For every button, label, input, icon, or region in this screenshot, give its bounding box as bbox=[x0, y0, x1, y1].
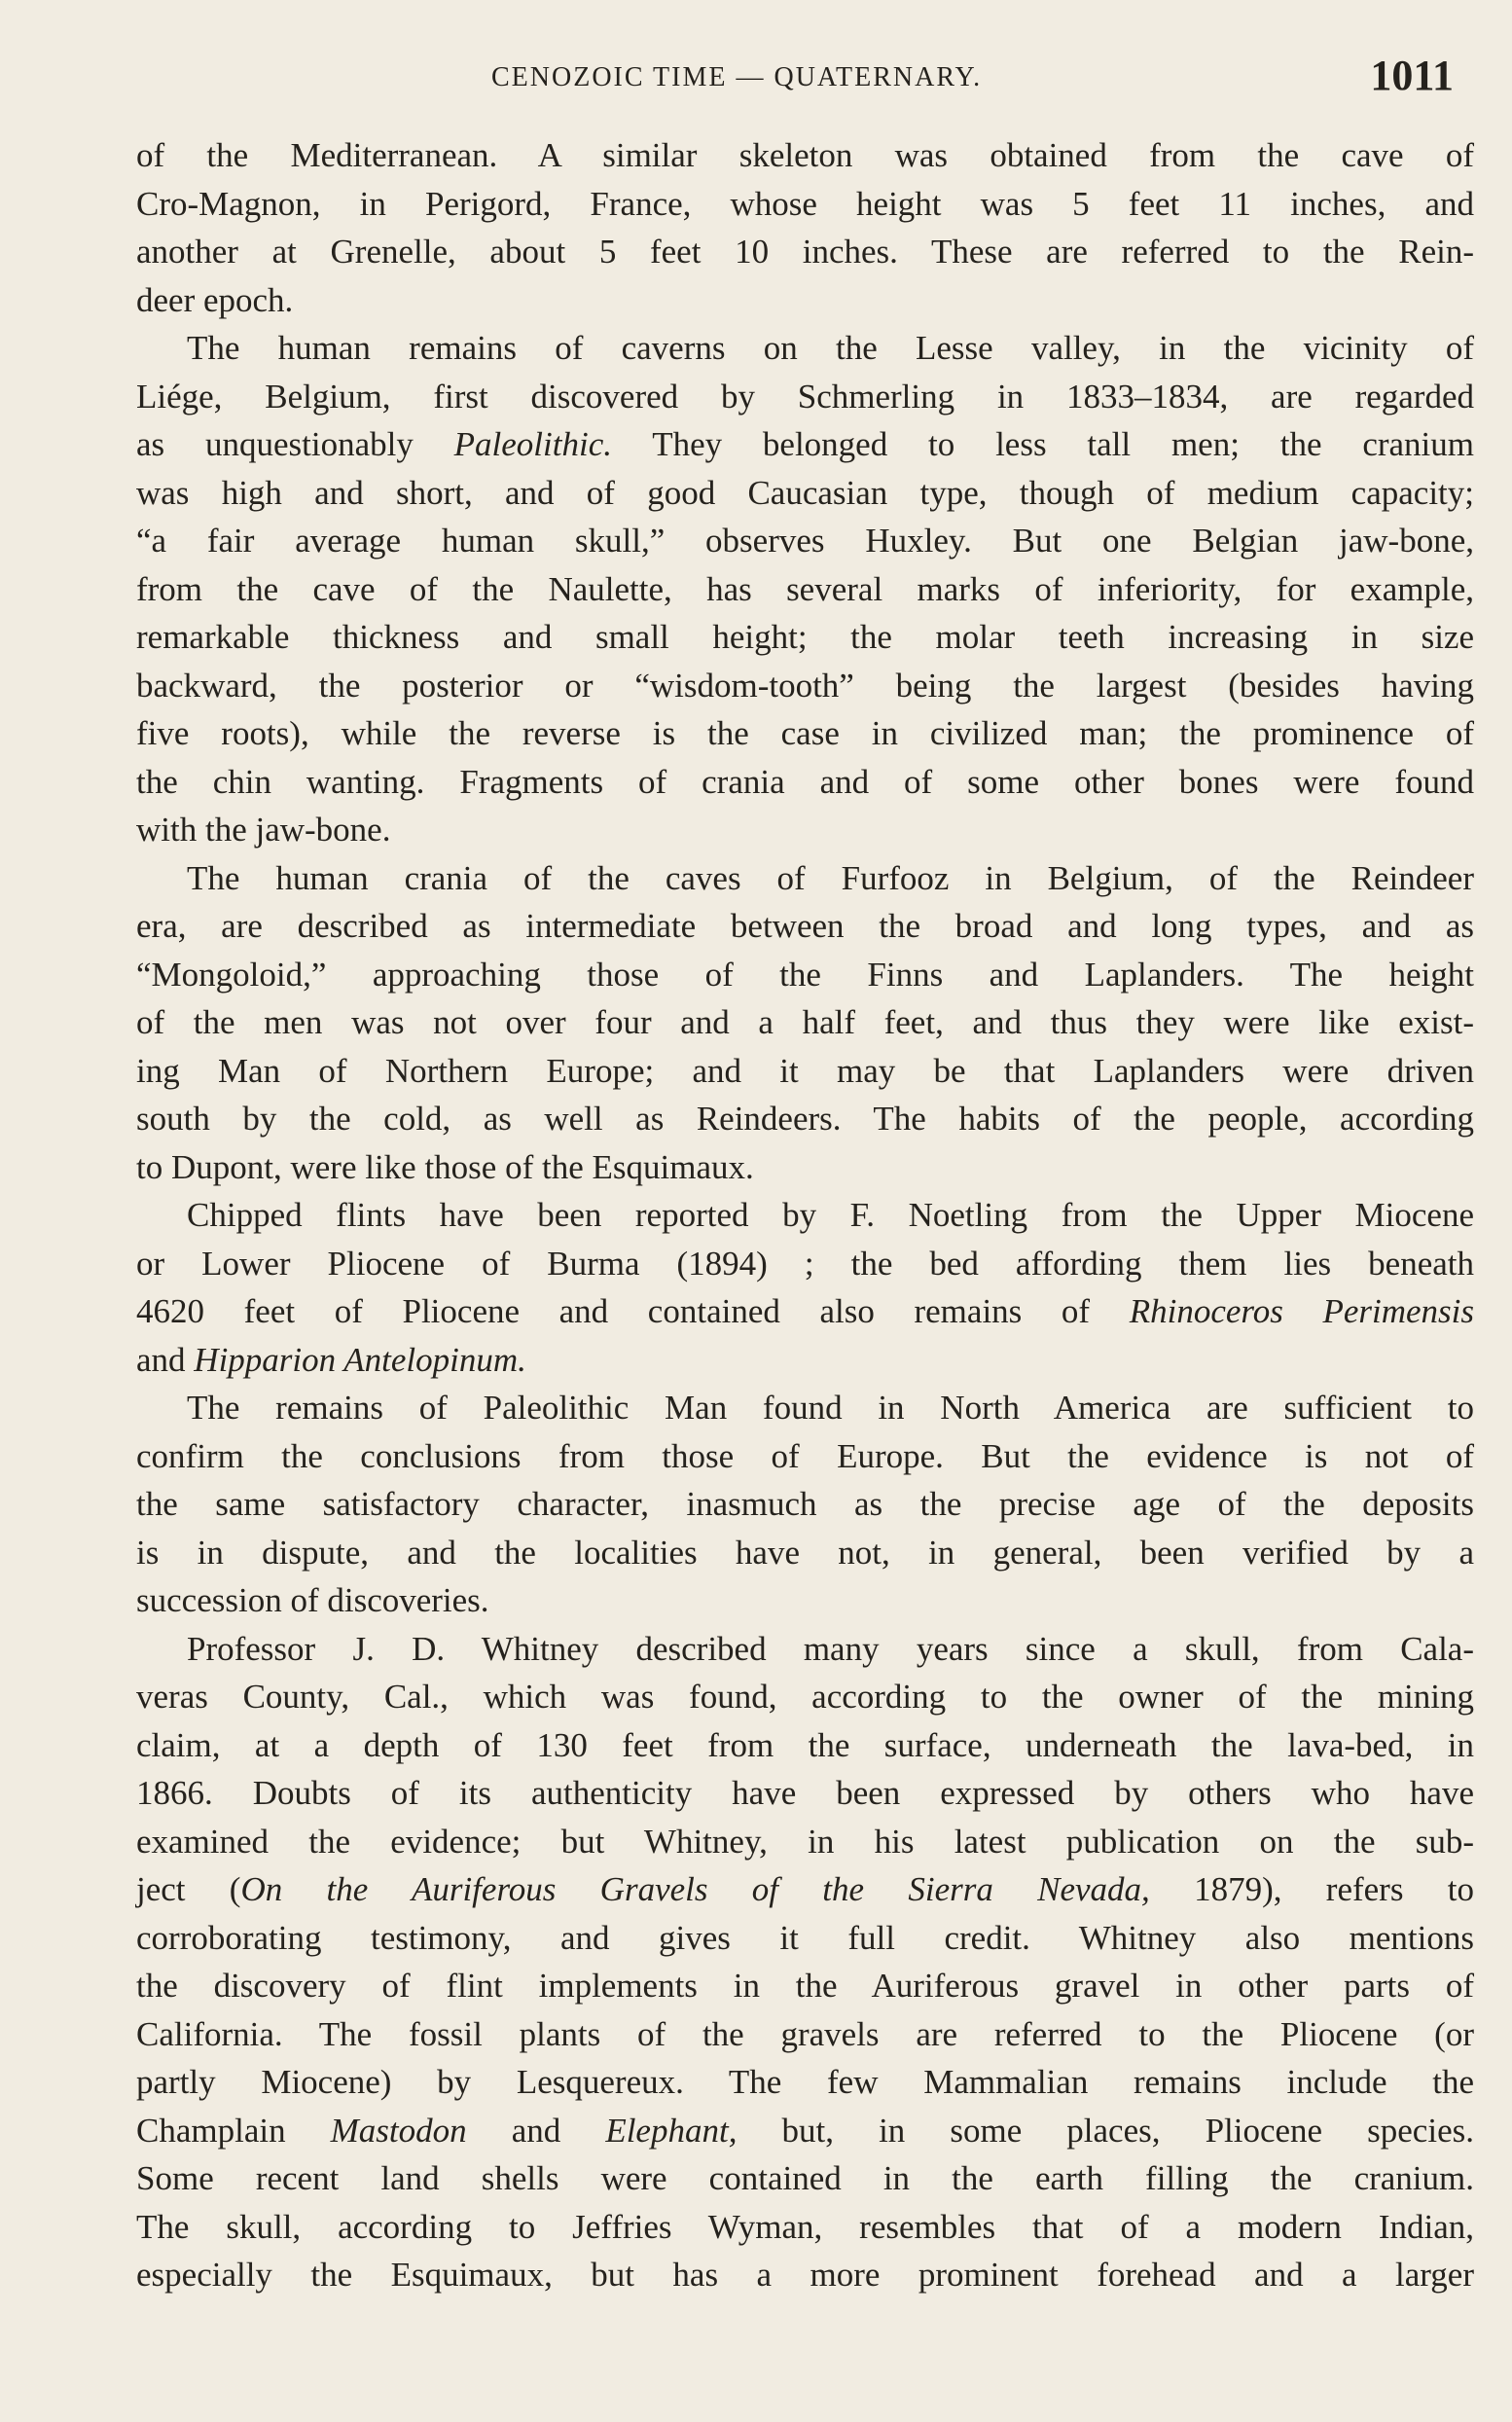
italic-phrase: Rhinoceros Perimensis bbox=[1129, 1292, 1474, 1330]
italic-phrase: Paleolithic. bbox=[453, 425, 612, 463]
running-title: CENOZOIC TIME — QUATERNARY. bbox=[491, 62, 983, 92]
text-line: five roots), while the reverse is the case in civilized man; the prominence of bbox=[136, 714, 1474, 752]
text-line: to Dupont, were like those of the Esquimaux. bbox=[136, 1147, 754, 1186]
text-line: the chin wanting. Fragments of crania and of some other bones were found bbox=[136, 762, 1474, 801]
text-line: era, are described as intermediate between the broad and long types, and as bbox=[136, 907, 1474, 945]
text-line: examined the evidence; but Whitney, in his latest publication on the sub- bbox=[136, 1822, 1474, 1861]
text-line: the discovery of flint implements in the Auriferous gravel in other parts of bbox=[136, 1967, 1474, 2005]
italic-phrase: On the Auriferous Gravels of the Sierra Nevada, bbox=[240, 1870, 1150, 1908]
text-line: The human crania of the caves of Furfooz in Belgium, of the Reindeer bbox=[187, 858, 1474, 897]
text-line: another at Grenelle, about 5 feet 10 inches. These are referred to the Rein- bbox=[136, 233, 1474, 271]
text-line: claim, at a depth of 130 feet from the surface, underneath the lava-bed, in bbox=[136, 1725, 1474, 1764]
text-line: The human remains of caverns on the Lesse valley, in the vicinity of bbox=[187, 329, 1474, 367]
text-line: the same satisfactory character, inasmuch as the precise age of the deposits bbox=[136, 1485, 1474, 1523]
text-line: Champlain Mastodon and Elephant, but, in some places, Pliocene species. bbox=[136, 2111, 1474, 2150]
text-line: partly Miocene) by Lesquereux. The few Mammalian remains include the bbox=[136, 2063, 1474, 2101]
text-line: The remains of Paleolithic Man found in North America are sufficient to bbox=[187, 1389, 1474, 1427]
italic-phrase: Elephant, bbox=[605, 2111, 738, 2150]
text-line: Professor J. D. Whitney described many years since a skull, from Cala- bbox=[187, 1629, 1474, 1668]
text-line: succession of discoveries. bbox=[136, 1581, 489, 1619]
text-line: as unquestionably Paleolithic. They belonged to less tall men; the cranium bbox=[136, 425, 1474, 463]
text-line: from the cave of the Naulette, has several marks of inferiority, for example, bbox=[136, 569, 1474, 608]
text-line: or Lower Pliocene of Burma (1894) ; the bed affording them lies beneath bbox=[136, 1244, 1474, 1283]
text-line: ject (On the Auriferous Gravels of the Sierra Nevada, 1879), refers to bbox=[136, 1870, 1474, 1908]
text-line: Liége, Belgium, first discovered by Schmerling in 1833–1834, are regarded bbox=[136, 377, 1474, 416]
text-line: of the men was not over four and a half feet, and thus they were like exist- bbox=[136, 1003, 1474, 1041]
text-line: and Hipparion Antelopinum. bbox=[136, 1340, 526, 1379]
italic-phrase: Mastodon bbox=[330, 2111, 467, 2150]
text-line: veras County, Cal., which was found, according to the owner of the mining bbox=[136, 1678, 1474, 1716]
running-head bbox=[136, 49, 1454, 107]
text-line: backward, the posterior or “wisdom-tooth” being the largest (besides having bbox=[136, 666, 1474, 705]
text-line: “Mongoloid,” approaching those of the Finns and Laplanders. The height bbox=[136, 955, 1474, 994]
text-line: of the Mediterranean. A similar skeleton was obtained from the cave of bbox=[136, 136, 1474, 174]
text-line: is in dispute, and the localities have not, in general, been verified by a bbox=[136, 1533, 1474, 1572]
text-line: California. The fossil plants of the gravels are referred to the Pliocene (or bbox=[136, 2014, 1474, 2053]
text-line: 1866. Doubts of its authenticity have been expressed by others who have bbox=[136, 1774, 1474, 1812]
text-line: “a fair average human skull,” observes Huxley. But one Belgian jaw-bone, bbox=[136, 522, 1474, 560]
body-text bbox=[136, 131, 1474, 2299]
text-line: remarkable thickness and small height; the molar teeth increasing in size bbox=[136, 618, 1474, 656]
text-line: Cro-Magnon, in Perigord, France, whose height was 5 feet 11 inches, and bbox=[136, 184, 1474, 223]
text-line: was high and short, and of good Caucasian type, though of medium capacity; bbox=[136, 473, 1474, 512]
text-line: The skull, according to Jeffries Wyman, resembles that of a modern Indian, bbox=[136, 2207, 1474, 2246]
text-line: south by the cold, as well as Reindeers. The habits of the people, according bbox=[136, 1100, 1474, 1138]
text-line: deer epoch. bbox=[136, 280, 294, 319]
italic-phrase: Hipparion Antelopinum. bbox=[194, 1340, 526, 1379]
text-line: Some recent land shells were contained in the earth filling the cranium. bbox=[136, 2159, 1474, 2197]
text-line: ing Man of Northern Europe; and it may be that Laplanders were driven bbox=[136, 1051, 1474, 1090]
page-number: 1011 bbox=[1370, 52, 1454, 99]
text-line: confirm the conclusions from those of Europe. But the evidence is not of bbox=[136, 1436, 1474, 1475]
text-line: with the jaw-bone. bbox=[136, 811, 391, 849]
text-line: especially the Esquimaux, but has a more prominent forehead and a larger bbox=[136, 2256, 1474, 2294]
text-line: Chipped flints have been reported by F. Noetling from the Upper Miocene bbox=[187, 1196, 1474, 1234]
text-line: 4620 feet of Pliocene and contained also remains of Rhinoceros Perimensis bbox=[136, 1292, 1474, 1330]
text-line: corroborating testimony, and gives it full credit. Whitney also mentions bbox=[136, 1918, 1474, 1957]
